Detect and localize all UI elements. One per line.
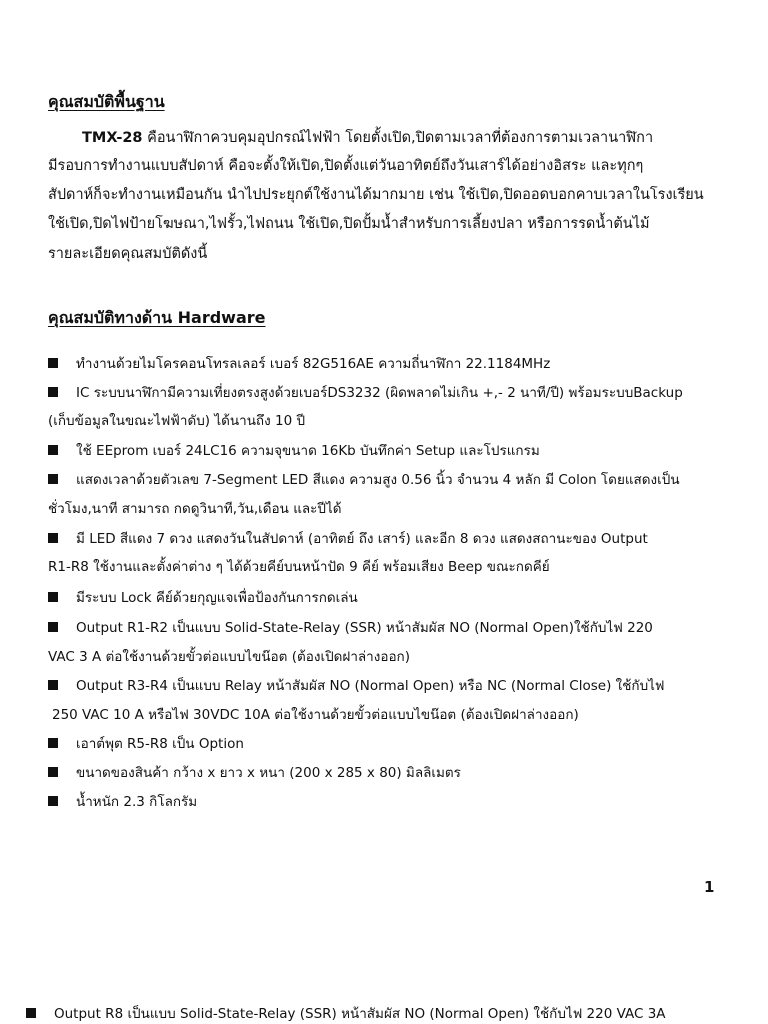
- bullet-text: Output R1-R2 เป็นแบบ Solid-State-Relay (SSR) หน้าสัมผัส NO (Normal Open)ใช้กับไฟ 220: [76, 620, 653, 636]
- bullet-icon: [48, 474, 58, 484]
- bullet-icon: [26, 1008, 36, 1018]
- bullet-icon: [48, 622, 58, 632]
- bullet-text: Output R8 เป็นแบบ Solid-State-Relay (SSR) หน้าสัมผัส NO (Normal Open) ใช้กับไฟ 220 VAC 3A: [54, 1006, 666, 1022]
- bullet-icon: [48, 738, 58, 748]
- bullet-continuation: 250 VAC 10 A หรือไฟ 30VDC 10A ต่อใช้งานด้วยขั้วต่อแบบไขน๊อต (ต้องเปิดฝาล่างออก): [52, 707, 579, 723]
- bullet-item: [48, 529, 648, 549]
- bullet-continuation: ชั่วโมง,นาที สามารถ กดดูวินาที,วัน,เดือน และปีได้: [48, 501, 342, 517]
- page-number: 1: [704, 878, 715, 896]
- bullet-icon: [48, 533, 58, 543]
- intro-line-3: สัปดาห์ก็จะทำงานเหมือนกัน นำไปประยุกต์ใช้งานได้มากมาย เช่น ใช้เปิด,ปิดออดบอกคาบเวลาในโรงเรียน: [48, 187, 704, 203]
- bullet-item: [48, 618, 653, 638]
- section-heading-hardware: คุณสมบัติทางด้าน Hardware: [48, 308, 266, 327]
- intro-line-4: ใช้เปิด,ปิดไฟป้ายโฆษณา,ไฟรั้ว,ไฟถนน ใช้เปิด,ปิดปั้มน้ำสำหรับการเลี้ยงปลา หรือการรดน้ำต้นไม้: [48, 216, 650, 232]
- bullet-item: [48, 792, 197, 812]
- bullet-text: น้ำหนัก 2.3 กิโลกรัม: [76, 794, 198, 810]
- bullet-item: [48, 734, 244, 754]
- intro-text: คือนาฬิกาควบคุมอุปกรณ์ไฟฟ้า โดยตั้งเปิด,ปิดตามเวลาที่ต้องการตามเวลานาฬิกา: [147, 130, 654, 146]
- bullet-item: [48, 763, 461, 783]
- bullet-icon: [48, 592, 58, 602]
- bullet-icon: [48, 445, 58, 455]
- bullet-text: IC ระบบนาฬิกามีความเที่ยงตรงสูงด้วยเบอร์DS3232 (ผิดพลาดไม่เกิน +,- 2 นาที/ปี) พร้อมระบบBackup: [76, 385, 683, 401]
- bullet-continuation: R1-R8 ใช้งานและตั้งค่าต่าง ๆ ได้ด้วยคีย์บนหน้าปัด 9 คีย์ พร้อมเสียง Beep ขณะกดคีย์: [48, 559, 550, 575]
- bullet-item: [48, 588, 358, 608]
- bullet-icon: [48, 680, 58, 690]
- bullet-continuation: (เก็บข้อมูลในขณะไฟฟ้าดับ) ได้นานถึง 10 ปี: [48, 413, 306, 429]
- bullet-icon: [48, 358, 58, 368]
- model-name: TMX-28: [82, 130, 143, 146]
- bullet-text: Output R3-R4 เป็นแบบ Relay หน้าสัมผัส NO (Normal Open) หรือ NC (Normal Close) ใช้กับไฟ: [76, 678, 665, 694]
- bullet-icon: [48, 767, 58, 777]
- bullet-item: [48, 354, 550, 374]
- bullet-icon: [48, 387, 58, 397]
- bullet-text: ทำงานด้วยไมโครคอนโทรลเลอร์ เบอร์ 82G516AE ความถี่นาฬิกา 22.1184MHz: [76, 356, 551, 372]
- intro-line-5: รายละเอียดคุณสมบัติดังนี้: [48, 246, 208, 262]
- bullet-item: [48, 383, 683, 403]
- bullet-text: เอาต์พุต R5-R8 เป็น Option: [76, 736, 244, 752]
- bullet-text: มี LED สีแดง 7 ดวง แสดงวันในสัปดาห์ (อาทิตย์ ถึง เสาร์) และอีก 8 ดวง แสดงสถานะของ Output: [76, 531, 648, 547]
- bullet-text: ใช้ EEprom เบอร์ 24LC16 ความจุขนาด 16Kb บันทึกค่า Setup และโปรแกรม: [76, 443, 540, 459]
- next-page-bullet: [26, 1004, 666, 1024]
- section-heading-basic: คุณสมบัติพื้นฐาน: [48, 92, 165, 111]
- bullet-text: ขนาดของสินค้า กว้าง x ยาว x หนา (200 x 285 x 80) มิลลิเมตร: [76, 765, 461, 781]
- bullet-icon: [48, 796, 58, 806]
- bullet-item: [48, 441, 540, 461]
- bullet-item: [48, 470, 680, 490]
- intro-line-1: [82, 128, 653, 148]
- intro-line-2: มีรอบการทำงานแบบสัปดาห์ คือจะตั้งให้เปิด,ปิดตั้งแต่วันอาทิตย์ถึงวันเสาร์ได้อย่างอิสระ และทุกๆ: [48, 158, 644, 174]
- bullet-item: [48, 676, 664, 696]
- bullet-text: แสดงเวลาด้วยตัวเลข 7-Segment LED สีแดง ความสูง 0.56 นิ้ว จำนวน 4 หลัก มี Colon โดยแสดงเป็น: [76, 472, 680, 488]
- bullet-continuation: VAC 3 A ต่อใช้งานด้วยขั้วต่อแบบไขน๊อต (ต้องเปิดฝาล่างออก): [48, 649, 410, 665]
- bullet-text: มีระบบ Lock คีย์ด้วยกุญแจเพื่อป้องกันการกดเล่น: [76, 590, 358, 606]
